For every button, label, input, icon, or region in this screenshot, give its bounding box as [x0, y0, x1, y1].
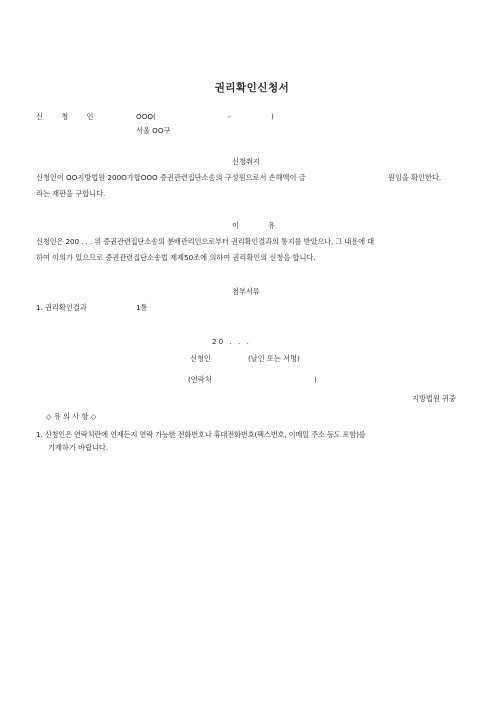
purpose-line-1-suffix: 원임을 확인한다. [388, 173, 442, 182]
notes-heading: ◇ 유 의 사 항 ◇ [46, 412, 97, 421]
contact-open: (연락처 [188, 375, 212, 384]
notes-item-line-1: 1. 신청인은 연락처란에 언제든지 연락 가능한 전화번호나 휴대전화번호(팩스번호, 이메일 주소 등도 포함)를 [36, 430, 366, 439]
applicant-address: 서울 OO구 [136, 126, 171, 135]
reason-heading-2: 유 [268, 221, 275, 230]
seal-note: (날인 또는 서명) [248, 354, 300, 363]
applicant-label: 신 청 인 [36, 112, 102, 121]
applicant-id-dash: - [228, 112, 231, 121]
purpose-line-1: 신청인이 OO지방법원 200O가합OOO 증권관련집단소송의 구성원으로서 손해액이 금 [36, 173, 306, 182]
signature-date: 20 . . . [212, 337, 251, 346]
reason-line-2: 하여 이의가 있으므로 증권관련집단소송법 제제50조에 의하여 권리확인의 신청을 합니다. [36, 253, 316, 262]
contact-close: ) [314, 375, 317, 384]
purpose-line-2: 라는 재판을 구합니다. [36, 189, 106, 198]
document-title: 권리확인신청서 [214, 82, 290, 94]
purpose-heading: 신청취지 [232, 157, 260, 166]
reason-line-1: 신청인은 200 . . . 위 증권관련집단소송의 분배관리인으로부터 권리확인결과의 통지를 받았으나, 그 내용에 대 [36, 237, 374, 246]
attachments-heading: 첨부서류 [232, 287, 260, 296]
court-name: 지방법원 귀중 [412, 394, 456, 403]
signer-label: 신청인 [190, 354, 211, 363]
attachment-item-label: 1. 권리확인결과 [36, 303, 87, 312]
applicant-close-paren: ) [271, 112, 274, 121]
reason-heading-1: 이 [232, 221, 239, 230]
notes-item-line-2: 기재하기 바랍니다. [48, 443, 109, 452]
attachment-item-count: 1통 [136, 303, 148, 312]
applicant-name: OOO( [136, 112, 156, 121]
